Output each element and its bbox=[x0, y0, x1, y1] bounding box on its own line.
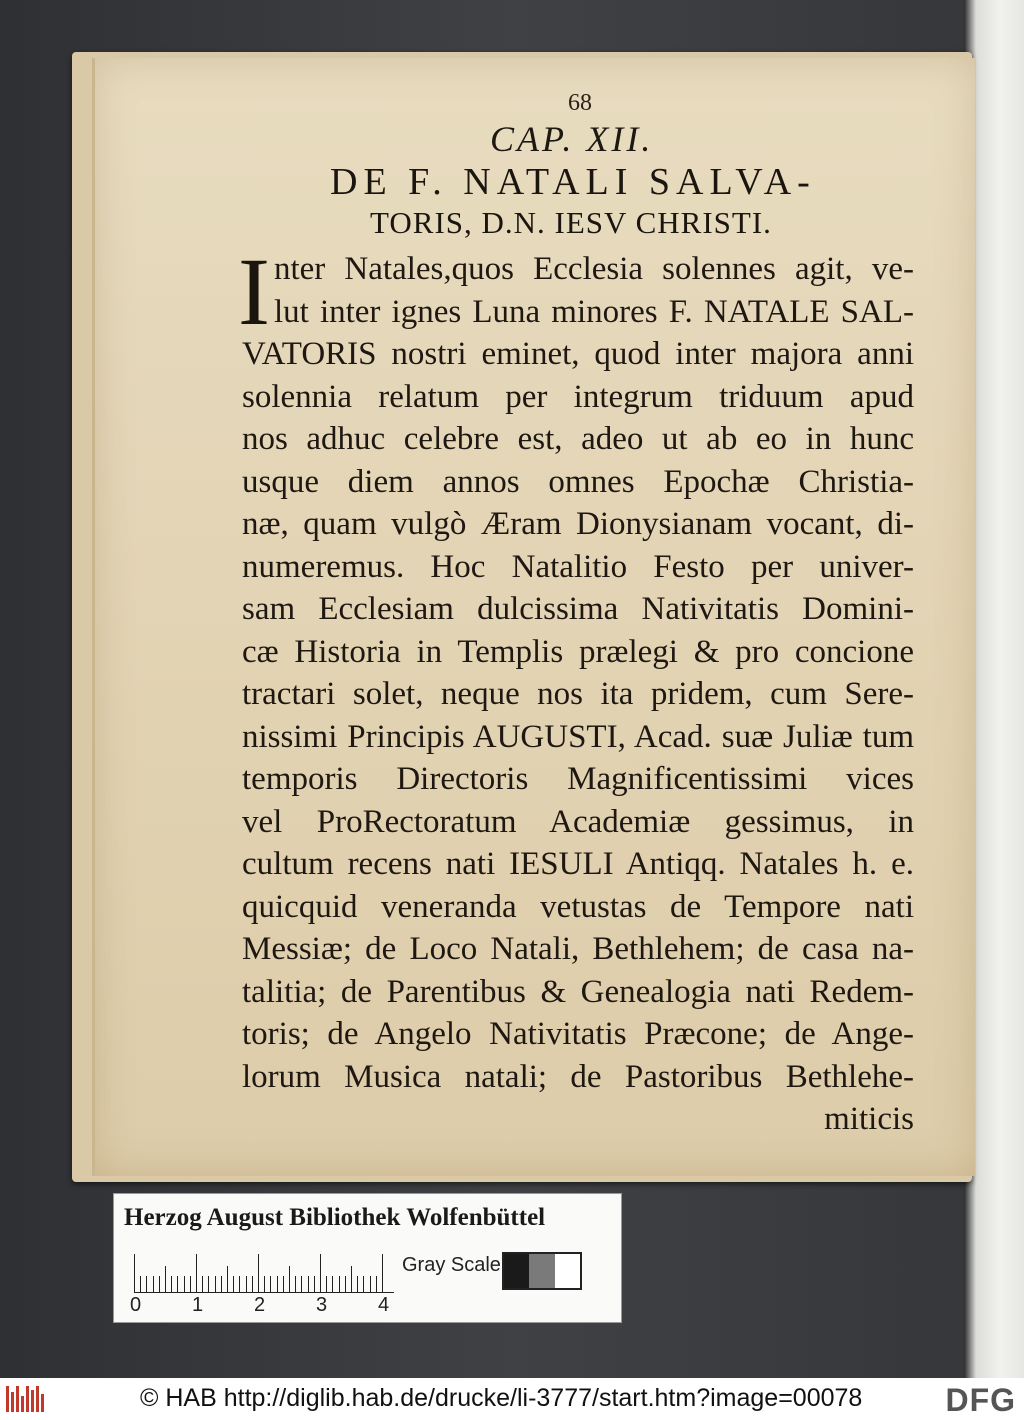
catchword: miticis bbox=[824, 1101, 914, 1137]
ruler-tick bbox=[382, 1254, 383, 1292]
color-scale-card bbox=[113, 1193, 622, 1323]
text-line: temporis Directoris Magnificentissimi vices bbox=[242, 761, 914, 797]
ruler-tick bbox=[196, 1254, 197, 1292]
text-line: Messiæ; de Loco Natali, Bethlehem; de casa na- bbox=[242, 931, 914, 967]
text-line: VATORIS nostri eminet, quod inter majora anni bbox=[242, 336, 914, 372]
page-number: 68 bbox=[568, 90, 592, 116]
ruler-tick bbox=[202, 1276, 203, 1292]
text-line: toris; de Angelo Nativitatis Præcone; de Ange- bbox=[242, 1016, 914, 1052]
ruler-tick bbox=[270, 1276, 271, 1292]
gray-scale-swatches bbox=[502, 1252, 582, 1290]
text-line: lut inter ignes Luna minores F. NATALE SAL- bbox=[273, 293, 914, 330]
text-line: nter Natales,quos Ecclesia solennes agit, ve- bbox=[273, 251, 914, 287]
ruler-tick bbox=[351, 1266, 352, 1292]
text-line: quicquid veneranda vetustas de Tempore nati bbox=[242, 888, 914, 925]
ruler-tick bbox=[208, 1276, 209, 1292]
ruler-tick bbox=[134, 1254, 135, 1292]
ruler-tick bbox=[277, 1276, 278, 1292]
ruler-tick bbox=[339, 1276, 340, 1292]
copyright-url[interactable]: © HAB http://diglib.hab.de/drucke/li-3777/start.htm?image=00078 bbox=[140, 1384, 863, 1412]
ruler-tick bbox=[332, 1276, 333, 1292]
ruler-tick bbox=[153, 1276, 154, 1292]
ruler-tick bbox=[289, 1266, 290, 1292]
gray-swatch-mid bbox=[529, 1254, 554, 1288]
ruler-tick bbox=[146, 1276, 147, 1292]
ruler-tick bbox=[314, 1276, 315, 1292]
text-line: cultum recens nati IESULI Antiqq. Natales h. e. bbox=[242, 846, 914, 882]
text-line: nissimi Principis AUGUSTI, Acad. suæ Juliæ tum bbox=[242, 718, 914, 755]
text-line: nos adhuc celebre est, adeo ut ab eo in hunc bbox=[242, 421, 914, 457]
ruler-number: 1 bbox=[192, 1294, 204, 1316]
ruler-tick bbox=[301, 1276, 302, 1292]
ruler bbox=[134, 1252, 394, 1293]
ruler-tick bbox=[357, 1276, 358, 1292]
text-line: cæ Historia in Templis prælegi & pro concione bbox=[242, 633, 914, 670]
ruler-tick bbox=[239, 1276, 240, 1292]
ruler-tick bbox=[177, 1276, 178, 1292]
text-line: vel ProRectoratum Academiæ gessimus, in bbox=[242, 803, 914, 840]
ruler-tick bbox=[258, 1254, 259, 1292]
library-name: Herzog August Bibliothek Wolfenbüttel bbox=[124, 1204, 546, 1231]
ruler-tick bbox=[326, 1276, 327, 1292]
ruler-tick bbox=[171, 1276, 172, 1292]
ruler-number: 4 bbox=[378, 1294, 390, 1316]
ruler-tick bbox=[190, 1276, 191, 1292]
ruler-number: 2 bbox=[254, 1294, 266, 1316]
chapter-title-line-2: TORIS, D.N. IESV CHRISTI. bbox=[370, 205, 772, 240]
ruler-tick bbox=[283, 1276, 284, 1292]
ruler-tick bbox=[184, 1276, 185, 1292]
footer-bar bbox=[0, 1378, 1024, 1420]
text-line: tractari solet, neque nos ita pridem, cum Sere- bbox=[242, 676, 914, 712]
ruler-tick bbox=[295, 1276, 296, 1292]
ruler-number: 3 bbox=[316, 1294, 328, 1316]
barcode-logo-icon bbox=[6, 1386, 46, 1412]
ruler-tick bbox=[320, 1254, 321, 1292]
ruler-tick bbox=[215, 1276, 216, 1292]
text-line: numeremus. Hoc Natalitio Festo per univer- bbox=[242, 548, 914, 585]
ruler-number: 0 bbox=[130, 1294, 142, 1316]
text-line: lorum Musica natali; de Pastoribus Bethlehe- bbox=[242, 1058, 914, 1095]
ruler-tick bbox=[376, 1276, 377, 1292]
ruler-tick bbox=[159, 1276, 160, 1292]
drop-cap-initial: I bbox=[238, 238, 270, 345]
text-line: sam Ecclesiam dulcissima Nativitatis Domini- bbox=[242, 591, 914, 627]
body-text bbox=[238, 238, 914, 1141]
ruler-tick bbox=[165, 1266, 166, 1292]
ruler-tick bbox=[227, 1266, 228, 1292]
ruler-tick bbox=[308, 1276, 309, 1292]
ruler-tick bbox=[345, 1276, 346, 1292]
ruler-tick bbox=[140, 1276, 141, 1292]
ruler-tick bbox=[363, 1276, 364, 1292]
gray-swatch-light bbox=[555, 1254, 580, 1288]
text-line: solennia relatum per integrum triduum apud bbox=[242, 378, 914, 415]
ruler-tick bbox=[252, 1276, 253, 1292]
gray-swatch-dark bbox=[504, 1254, 529, 1288]
ruler-tick bbox=[221, 1276, 222, 1292]
ruler-tick bbox=[246, 1276, 247, 1292]
ruler-tick bbox=[264, 1276, 265, 1292]
ruler-tick bbox=[370, 1276, 371, 1292]
text-line: næ, quam vulgò Æram Dionysianam vocant, di- bbox=[242, 506, 914, 542]
gray-scale-label: Gray Scale bbox=[402, 1254, 501, 1276]
chapter-title-line-1: DE F. NATALI SALVA- bbox=[330, 161, 816, 203]
text-line: usque diem annos omnes Epochæ Christia- bbox=[242, 463, 914, 500]
chapter-heading: CAP. XII. bbox=[490, 119, 654, 159]
ruler-tick bbox=[233, 1276, 234, 1292]
dfg-logo: DFG bbox=[945, 1382, 1016, 1418]
text-line: talitia; de Parentibus & Genealogia nati Redem- bbox=[242, 973, 914, 1010]
